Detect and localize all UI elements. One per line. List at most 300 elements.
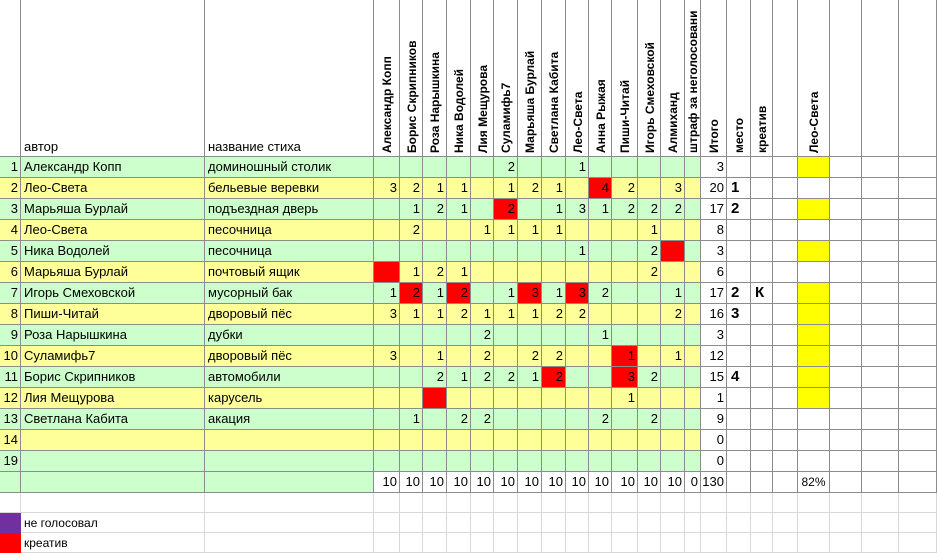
row-number[interactable]: 4 [0, 220, 21, 241]
empty-cell[interactable] [830, 346, 862, 367]
blank-cell[interactable] [727, 513, 751, 533]
extra-mark-cell[interactable] [798, 262, 830, 283]
empty-cell[interactable] [773, 157, 798, 178]
vote-cell[interactable] [589, 430, 612, 451]
empty-cell[interactable] [862, 220, 899, 241]
empty-cell[interactable] [773, 451, 798, 472]
total-cell[interactable]: 1 [701, 388, 727, 409]
title-cell[interactable]: почтовый ящик [205, 262, 374, 283]
total-cell[interactable]: 9 [701, 409, 727, 430]
header-empty-a[interactable] [773, 0, 798, 157]
vote-cell[interactable] [374, 325, 400, 346]
blank-cell[interactable] [638, 513, 661, 533]
blank-cell[interactable] [638, 493, 661, 513]
vote-cell[interactable]: 1 [494, 283, 518, 304]
penalty-cell[interactable] [685, 388, 701, 409]
blank-cell[interactable] [899, 513, 937, 533]
extra-mark-cell[interactable] [798, 283, 830, 304]
vote-cell[interactable] [374, 451, 400, 472]
vote-cell[interactable]: 1 [566, 157, 589, 178]
author-cell[interactable] [21, 451, 205, 472]
blank-cell[interactable] [494, 533, 518, 553]
extra-mark-cell[interactable] [798, 430, 830, 451]
vote-cell[interactable] [423, 409, 447, 430]
vote-cell[interactable] [589, 220, 612, 241]
creative-cell[interactable] [751, 325, 773, 346]
extra-mark-cell[interactable] [798, 409, 830, 430]
extra-mark-cell[interactable] [798, 241, 830, 262]
extra-mark-cell[interactable] [798, 220, 830, 241]
blank-cell[interactable] [862, 533, 899, 553]
header-empty-b[interactable] [830, 0, 862, 157]
totals-vote-cell[interactable]: 10 [471, 472, 494, 493]
vote-cell[interactable]: 1 [447, 199, 471, 220]
total-cell[interactable]: 0 [701, 451, 727, 472]
empty-cell[interactable] [830, 409, 862, 430]
empty-cell[interactable] [899, 157, 937, 178]
title-cell[interactable]: дворовый пёс [205, 304, 374, 325]
place-cell[interactable]: 4 [727, 367, 751, 388]
vote-cell[interactable] [423, 220, 447, 241]
vote-cell[interactable] [661, 220, 685, 241]
empty-cell[interactable] [862, 388, 899, 409]
author-cell[interactable]: Суламифь7 [21, 346, 205, 367]
penalty-cell[interactable] [685, 283, 701, 304]
vote-cell[interactable] [374, 157, 400, 178]
blank-cell[interactable] [589, 493, 612, 513]
empty-cell[interactable] [899, 346, 937, 367]
blank-cell[interactable] [494, 513, 518, 533]
vote-cell[interactable]: 2 [638, 262, 661, 283]
totals-grand[interactable]: 130 [701, 472, 727, 493]
place-cell[interactable] [727, 157, 751, 178]
penalty-cell[interactable] [685, 451, 701, 472]
title-cell[interactable]: дворовый пёс [205, 346, 374, 367]
vote-cell[interactable] [494, 409, 518, 430]
vote-cell[interactable]: 3 [661, 178, 685, 199]
blank-cell[interactable] [751, 533, 773, 553]
vote-cell[interactable] [518, 157, 542, 178]
extra-mark-cell[interactable] [798, 346, 830, 367]
vote-cell[interactable] [423, 157, 447, 178]
empty-cell[interactable] [862, 241, 899, 262]
totals-vote-cell[interactable]: 10 [518, 472, 542, 493]
empty-cell[interactable] [773, 262, 798, 283]
vote-cell[interactable]: 1 [400, 409, 423, 430]
empty-cell[interactable] [862, 199, 899, 220]
penalty-cell[interactable] [685, 220, 701, 241]
blank-cell[interactable] [423, 493, 447, 513]
total-cell[interactable]: 17 [701, 199, 727, 220]
vote-cell[interactable] [374, 220, 400, 241]
vote-cell[interactable] [612, 262, 638, 283]
blank-cell[interactable] [899, 493, 937, 513]
vote-cell[interactable] [518, 241, 542, 262]
blank-cell[interactable] [830, 513, 862, 533]
vote-cell[interactable]: 2 [447, 304, 471, 325]
empty-cell[interactable] [862, 367, 899, 388]
creative-cell[interactable] [751, 346, 773, 367]
vote-cell[interactable]: 2 [542, 346, 566, 367]
blank-cell[interactable] [830, 533, 862, 553]
vote-cell[interactable] [400, 388, 423, 409]
empty-cell[interactable] [773, 346, 798, 367]
empty-cell[interactable] [862, 262, 899, 283]
vote-cell[interactable] [661, 451, 685, 472]
place-cell[interactable]: 3 [727, 304, 751, 325]
vote-cell[interactable] [400, 451, 423, 472]
row-number[interactable]: 19 [0, 451, 21, 472]
vote-cell[interactable] [471, 199, 494, 220]
empty-cell[interactable] [899, 409, 937, 430]
vote-cell[interactable] [589, 304, 612, 325]
vote-cell[interactable] [638, 430, 661, 451]
empty-cell[interactable] [773, 367, 798, 388]
empty-cell[interactable] [899, 220, 937, 241]
vote-cell[interactable]: 2 [471, 346, 494, 367]
vote-cell[interactable] [471, 178, 494, 199]
penalty-cell[interactable] [685, 367, 701, 388]
blank-cell[interactable] [638, 533, 661, 553]
row-number[interactable]: 5 [0, 241, 21, 262]
empty-cell[interactable] [899, 178, 937, 199]
creative-cell[interactable] [751, 157, 773, 178]
author-cell[interactable]: Александр Копп [21, 157, 205, 178]
total-cell[interactable]: 17 [701, 283, 727, 304]
vote-cell[interactable] [374, 262, 400, 283]
blank-cell[interactable] [471, 493, 494, 513]
empty-cell[interactable] [751, 472, 773, 493]
vote-cell[interactable] [661, 262, 685, 283]
blank-cell[interactable] [400, 493, 423, 513]
vote-cell[interactable]: 2 [494, 367, 518, 388]
blank-cell[interactable] [685, 513, 701, 533]
totals-vote-cell[interactable]: 10 [374, 472, 400, 493]
vote-cell[interactable] [661, 157, 685, 178]
empty-cell[interactable] [830, 157, 862, 178]
vote-cell[interactable] [638, 178, 661, 199]
vote-cell[interactable] [518, 199, 542, 220]
vote-cell[interactable] [612, 409, 638, 430]
blank-cell[interactable] [661, 493, 685, 513]
row-number[interactable]: 10 [0, 346, 21, 367]
empty-cell[interactable] [830, 472, 862, 493]
vote-cell[interactable]: 1 [542, 220, 566, 241]
vote-cell[interactable] [638, 451, 661, 472]
vote-cell[interactable] [400, 367, 423, 388]
blank-cell[interactable] [589, 533, 612, 553]
totals-author[interactable] [21, 472, 205, 493]
vote-cell[interactable] [400, 346, 423, 367]
totals-title[interactable] [205, 472, 374, 493]
blank-cell[interactable] [685, 493, 701, 513]
penalty-cell[interactable] [685, 346, 701, 367]
blank-cell[interactable] [899, 533, 937, 553]
vote-cell[interactable]: 2 [612, 178, 638, 199]
empty-cell[interactable] [899, 283, 937, 304]
blank-cell[interactable] [518, 513, 542, 533]
vote-cell[interactable]: 2 [638, 199, 661, 220]
empty-cell[interactable] [830, 304, 862, 325]
vote-cell[interactable] [471, 430, 494, 451]
vote-cell[interactable]: 1 [612, 388, 638, 409]
creative-cell[interactable] [751, 451, 773, 472]
blank-cell[interactable] [612, 493, 638, 513]
empty-cell[interactable] [830, 262, 862, 283]
vote-cell[interactable] [638, 388, 661, 409]
row-number[interactable]: 9 [0, 325, 21, 346]
blank-cell[interactable] [773, 513, 798, 533]
vote-cell[interactable]: 1 [423, 304, 447, 325]
vote-cell[interactable]: 2 [400, 283, 423, 304]
header-empty-c[interactable] [862, 0, 899, 157]
vote-cell[interactable]: 1 [518, 367, 542, 388]
author-cell[interactable]: Борис Скрипников [21, 367, 205, 388]
place-cell[interactable] [727, 409, 751, 430]
title-cell[interactable]: подъездная дверь [205, 199, 374, 220]
blank-cell[interactable] [205, 493, 374, 513]
vote-cell[interactable] [566, 325, 589, 346]
author-cell[interactable]: Лео-Света [21, 220, 205, 241]
totals-vote-cell[interactable]: 10 [423, 472, 447, 493]
empty-cell[interactable] [773, 325, 798, 346]
totals-row-number[interactable] [0, 472, 21, 493]
blank-cell[interactable] [423, 513, 447, 533]
vote-cell[interactable] [542, 409, 566, 430]
totals-vote-cell[interactable]: 10 [494, 472, 518, 493]
vote-cell[interactable] [589, 157, 612, 178]
vote-cell[interactable] [566, 409, 589, 430]
totals-vote-cell[interactable]: 10 [589, 472, 612, 493]
author-cell[interactable]: Лео-Света [21, 178, 205, 199]
vote-cell[interactable] [566, 451, 589, 472]
vote-cell[interactable] [638, 283, 661, 304]
corner-cell[interactable] [0, 0, 21, 157]
row-number[interactable]: 2 [0, 178, 21, 199]
vote-cell[interactable]: 3 [374, 304, 400, 325]
header-total[interactable] [701, 0, 727, 157]
vote-cell[interactable] [542, 325, 566, 346]
penalty-cell[interactable] [685, 178, 701, 199]
empty-cell[interactable] [830, 241, 862, 262]
vote-cell[interactable]: 3 [612, 367, 638, 388]
vote-cell[interactable]: 3 [566, 199, 589, 220]
vote-cell[interactable] [518, 262, 542, 283]
empty-cell[interactable] [830, 283, 862, 304]
vote-cell[interactable]: 3 [374, 346, 400, 367]
vote-cell[interactable] [542, 157, 566, 178]
title-cell[interactable]: акация [205, 409, 374, 430]
vote-cell[interactable]: 2 [518, 346, 542, 367]
title-cell[interactable] [205, 451, 374, 472]
row-number[interactable]: 8 [0, 304, 21, 325]
totals-vote-cell[interactable]: 10 [447, 472, 471, 493]
vote-cell[interactable] [518, 451, 542, 472]
blank-cell[interactable] [589, 513, 612, 533]
vote-cell[interactable] [566, 367, 589, 388]
vote-cell[interactable] [494, 388, 518, 409]
vote-cell[interactable]: 2 [494, 157, 518, 178]
blank-cell[interactable] [447, 493, 471, 513]
blank-cell[interactable] [830, 493, 862, 513]
vote-cell[interactable]: 1 [494, 178, 518, 199]
blank-cell[interactable] [374, 513, 400, 533]
title-cell[interactable]: песочница [205, 241, 374, 262]
place-cell[interactable] [727, 451, 751, 472]
vote-cell[interactable] [374, 430, 400, 451]
vote-cell[interactable]: 2 [566, 304, 589, 325]
empty-cell[interactable] [773, 283, 798, 304]
total-cell[interactable]: 6 [701, 262, 727, 283]
blank-cell[interactable] [751, 513, 773, 533]
row-number[interactable]: 6 [0, 262, 21, 283]
empty-cell[interactable] [830, 430, 862, 451]
row-number[interactable]: 7 [0, 283, 21, 304]
empty-cell[interactable] [830, 388, 862, 409]
empty-cell[interactable] [830, 325, 862, 346]
vote-cell[interactable] [400, 241, 423, 262]
vote-cell[interactable] [566, 262, 589, 283]
creative-cell[interactable] [751, 178, 773, 199]
empty-cell[interactable] [773, 409, 798, 430]
vote-cell[interactable]: 1 [494, 304, 518, 325]
place-cell[interactable] [727, 430, 751, 451]
place-cell[interactable] [727, 346, 751, 367]
vote-cell[interactable] [447, 388, 471, 409]
blank-cell[interactable] [374, 493, 400, 513]
blank-cell[interactable] [566, 493, 589, 513]
blank-cell[interactable] [21, 493, 205, 513]
header-voter-13[interactable] [661, 0, 685, 157]
vote-cell[interactable]: 2 [661, 304, 685, 325]
totals-vote-cell[interactable]: 10 [400, 472, 423, 493]
blank-cell[interactable] [447, 533, 471, 553]
empty-cell[interactable] [862, 157, 899, 178]
vote-cell[interactable]: 1 [589, 325, 612, 346]
blank-cell[interactable] [518, 533, 542, 553]
creative-cell[interactable] [751, 367, 773, 388]
vote-cell[interactable] [612, 325, 638, 346]
blank-cell[interactable] [471, 533, 494, 553]
vote-cell[interactable]: 1 [423, 178, 447, 199]
vote-cell[interactable]: 1 [447, 262, 471, 283]
total-cell[interactable]: 3 [701, 157, 727, 178]
vote-cell[interactable] [447, 451, 471, 472]
vote-cell[interactable]: 1 [374, 283, 400, 304]
author-cell[interactable]: Ника Водолей [21, 241, 205, 262]
title-cell[interactable]: карусель [205, 388, 374, 409]
title-cell[interactable]: дубки [205, 325, 374, 346]
vote-cell[interactable] [400, 430, 423, 451]
author-cell[interactable] [21, 430, 205, 451]
vote-cell[interactable] [374, 199, 400, 220]
vote-cell[interactable] [471, 157, 494, 178]
vote-cell[interactable]: 2 [494, 199, 518, 220]
creative-cell[interactable] [751, 241, 773, 262]
vote-cell[interactable] [612, 220, 638, 241]
vote-cell[interactable]: 1 [471, 304, 494, 325]
vote-cell[interactable] [374, 388, 400, 409]
empty-cell[interactable] [773, 430, 798, 451]
vote-cell[interactable] [566, 220, 589, 241]
vote-cell[interactable]: 2 [612, 199, 638, 220]
empty-cell[interactable] [862, 472, 899, 493]
vote-cell[interactable]: 1 [661, 283, 685, 304]
vote-cell[interactable]: 2 [661, 199, 685, 220]
empty-cell[interactable] [773, 472, 798, 493]
vote-cell[interactable] [638, 157, 661, 178]
vote-cell[interactable]: 2 [589, 409, 612, 430]
blank-cell[interactable] [542, 513, 566, 533]
total-cell[interactable]: 12 [701, 346, 727, 367]
blank-cell[interactable] [471, 513, 494, 533]
title-cell[interactable] [205, 430, 374, 451]
vote-cell[interactable]: 2 [542, 367, 566, 388]
vote-cell[interactable] [518, 325, 542, 346]
extra-mark-cell[interactable] [798, 199, 830, 220]
vote-cell[interactable] [471, 262, 494, 283]
empty-cell[interactable] [830, 367, 862, 388]
total-cell[interactable]: 8 [701, 220, 727, 241]
vote-cell[interactable] [542, 241, 566, 262]
blank-cell[interactable] [727, 493, 751, 513]
totals-vote-cell[interactable]: 10 [566, 472, 589, 493]
header-title[interactable] [205, 0, 374, 157]
header-voter-10[interactable] [589, 0, 612, 157]
vote-cell[interactable] [400, 325, 423, 346]
vote-cell[interactable]: 2 [542, 304, 566, 325]
place-cell[interactable]: 2 [727, 283, 751, 304]
blank-cell[interactable] [701, 533, 727, 553]
penalty-cell[interactable] [685, 409, 701, 430]
vote-cell[interactable] [471, 283, 494, 304]
extra-mark-cell[interactable] [798, 304, 830, 325]
empty-cell[interactable] [899, 304, 937, 325]
vote-cell[interactable]: 1 [589, 199, 612, 220]
author-cell[interactable]: Светлана Кабита [21, 409, 205, 430]
blank-cell[interactable] [205, 533, 374, 553]
total-cell[interactable]: 3 [701, 325, 727, 346]
blank-cell[interactable] [518, 493, 542, 513]
blank-cell[interactable] [798, 513, 830, 533]
blank-cell[interactable] [798, 493, 830, 513]
vote-cell[interactable] [423, 451, 447, 472]
title-cell[interactable]: песочница [205, 220, 374, 241]
penalty-cell[interactable] [685, 430, 701, 451]
header-voter-3[interactable] [423, 0, 447, 157]
vote-cell[interactable]: 2 [518, 178, 542, 199]
empty-cell[interactable] [773, 241, 798, 262]
row-number[interactable]: 3 [0, 199, 21, 220]
empty-cell[interactable] [862, 409, 899, 430]
vote-cell[interactable] [612, 283, 638, 304]
empty-cell[interactable] [899, 388, 937, 409]
vote-cell[interactable] [471, 388, 494, 409]
vote-cell[interactable] [423, 241, 447, 262]
vote-cell[interactable] [589, 262, 612, 283]
blank-cell[interactable] [862, 493, 899, 513]
header-voter-11[interactable] [612, 0, 638, 157]
header-empty-d[interactable] [899, 0, 937, 157]
vote-cell[interactable] [661, 325, 685, 346]
vote-cell[interactable] [542, 451, 566, 472]
vote-cell[interactable] [471, 451, 494, 472]
vote-cell[interactable]: 1 [423, 283, 447, 304]
blank-cell[interactable] [661, 513, 685, 533]
empty-cell[interactable] [830, 178, 862, 199]
empty-cell[interactable] [862, 346, 899, 367]
empty-cell[interactable] [862, 451, 899, 472]
